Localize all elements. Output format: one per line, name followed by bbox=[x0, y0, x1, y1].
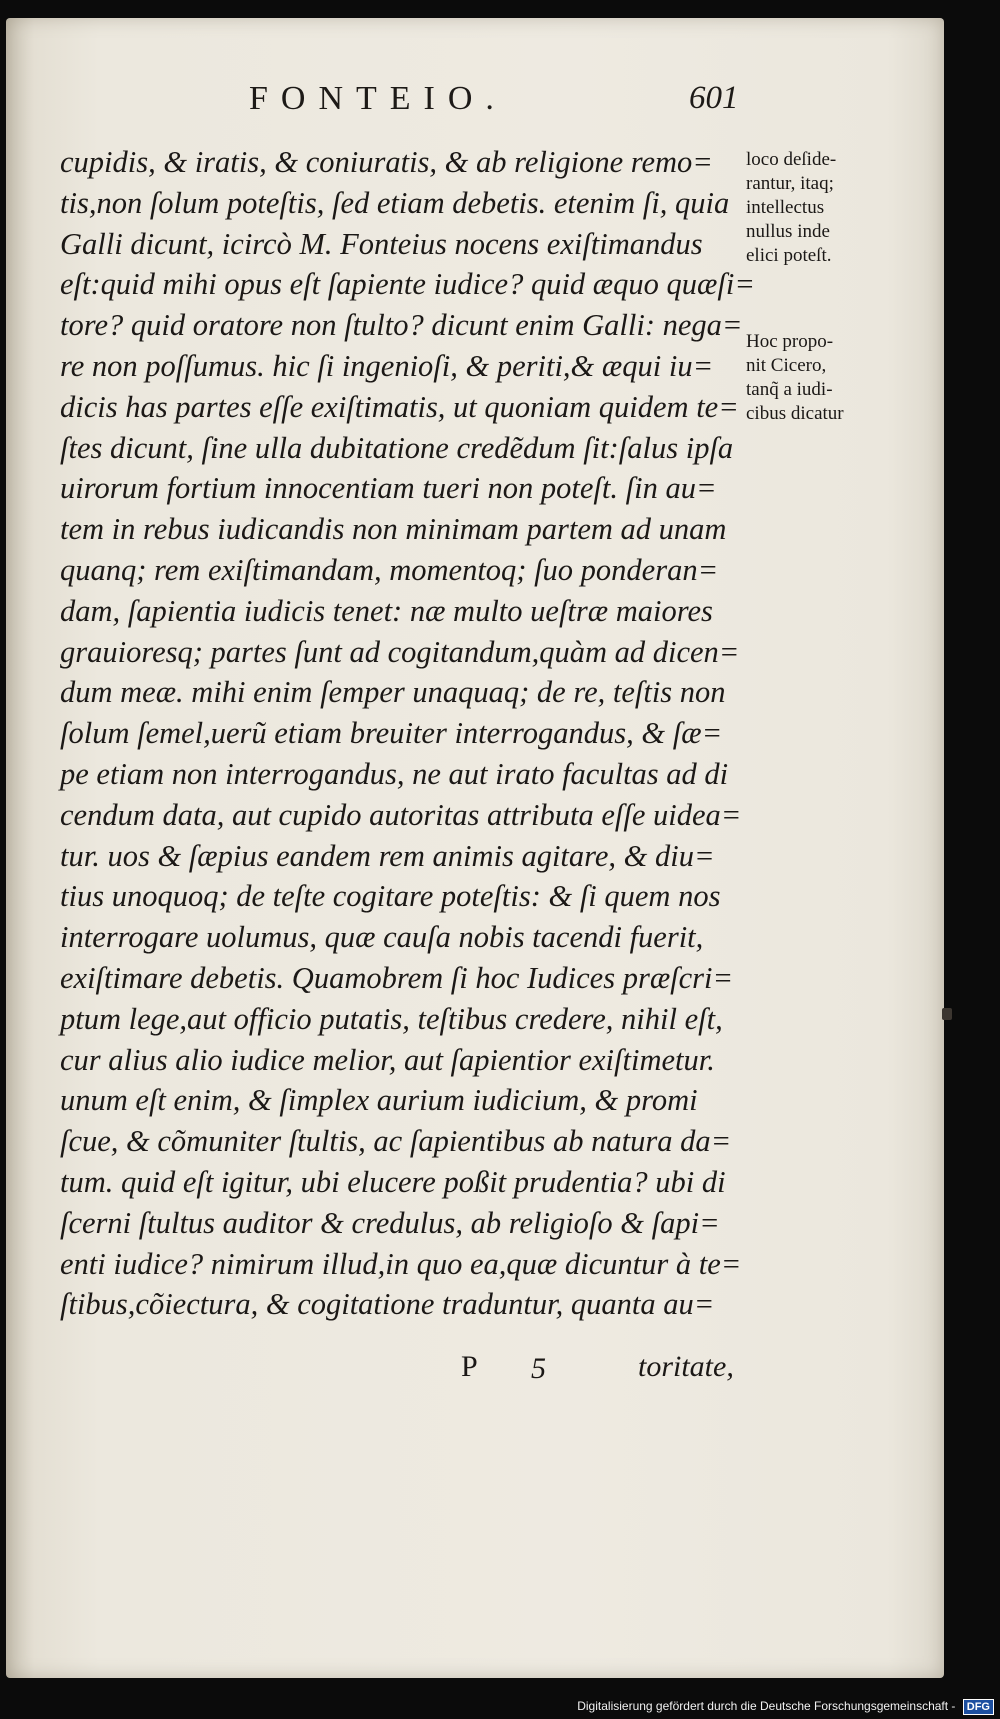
credit-text: Digitalisierung gefördert durch die Deutsche Forschungsgemeinschaft - bbox=[577, 1699, 956, 1714]
text-line: cendum data, aut cupido autoritas attributa eſſe uidea= bbox=[60, 797, 742, 832]
running-head: FONTEIO. bbox=[249, 80, 507, 117]
margin-note-line: tanq̃ a iudi- bbox=[746, 379, 833, 400]
margin-note-line: nit Cicero, bbox=[746, 355, 827, 376]
margin-note-line: rantur, itaq; bbox=[746, 173, 834, 194]
text-line: quanq; rem exiſtimandam, momentoq; ſuo ponderan= bbox=[60, 552, 719, 587]
margin-note-line: loco deſide- bbox=[746, 149, 837, 170]
signature-number: 5 bbox=[531, 1352, 546, 1385]
text-line: uirorum fortium innocentiam tueri non poteſt. ſin au= bbox=[60, 471, 717, 506]
text-line: ſolum ſemel,uerũ etiam breuiter interrogandus, & ſæ= bbox=[60, 716, 723, 751]
margin-note-line: intellectus bbox=[746, 197, 825, 218]
text-line: ptum lege,aut officio putatis, teſtibus credere, nihil eſt, bbox=[60, 1001, 723, 1036]
text-line: exiſtimare debetis. Quamobrem ſi hoc Iudices præſcri= bbox=[60, 960, 734, 995]
text-line: re non poſſumus. hic ſi ingenioſi, & periti,& æqui iu= bbox=[60, 348, 714, 383]
text-line: dam, ſapientia iudicis tenet: næ multo ueſtræ maiores bbox=[60, 593, 713, 628]
text-line: eſt:quid mihi opus eſt ſapiente iudice? quid æquo quæſi= bbox=[60, 267, 755, 302]
text-line: ſcue, & cõmuniter ſtultis, ac ſapientibus ab natura da= bbox=[60, 1124, 732, 1159]
main-text-block bbox=[60, 142, 755, 1325]
dfg-logo: DFG bbox=[963, 1699, 994, 1715]
margin-note-line: cibus dicatur bbox=[746, 403, 844, 424]
text-line: cur alius alio iudice melior, aut ſapientior exiſtimetur. bbox=[60, 1042, 715, 1077]
text-line: tis,non ſolum poteſtis, ſed etiam debetis. etenim ſi, quia bbox=[60, 185, 730, 220]
margin-note-line: nullus inde bbox=[746, 221, 830, 242]
page-footer bbox=[6, 1350, 944, 1394]
book-page bbox=[6, 18, 944, 1678]
margin-note-line: Hoc propo- bbox=[746, 331, 834, 352]
signature-mark: P bbox=[461, 1350, 478, 1383]
margin-note-1 bbox=[746, 148, 936, 268]
margin-note-2 bbox=[746, 330, 936, 426]
text-line: tum. quid eſt igitur, ubi elucere poßit prudentia? ubi di bbox=[60, 1164, 726, 1199]
page-header bbox=[6, 80, 944, 128]
text-line: ſtibus,cõiectura, & cogitatione traduntur, quanta au= bbox=[60, 1287, 715, 1322]
text-line: tore? quid oratore non ſtulto? dicunt enim Galli: nega= bbox=[60, 308, 743, 343]
margin-note-line: elici poteſt. bbox=[746, 245, 832, 266]
catchword: toritate, bbox=[638, 1350, 734, 1383]
text-line: dicis has partes eſſe exiſtimatis, ut quoniam quidem te= bbox=[60, 389, 739, 424]
text-line: enti iudice? nimirum illud,in quo ea,quæ dicuntur à te= bbox=[60, 1246, 742, 1281]
text-line: ſcerni ſtultus auditor & credulus, ab religioſo & ſapi= bbox=[60, 1205, 720, 1240]
text-line: Galli dicunt, icircò M. Fonteius nocens exiſtimandus bbox=[60, 226, 703, 261]
text-line: tur. uos & ſæpius eandem rem animis agitare, & diu= bbox=[60, 838, 715, 873]
text-line: tius unoquoq; de teſte cogitare poteſtis: & ſi quem nos bbox=[60, 879, 721, 914]
text-line: unum eſt enim, & ſimplex aurium iudicium, & promi bbox=[60, 1083, 698, 1118]
page-number: 601 bbox=[689, 80, 739, 116]
text-line: tem in rebus iudicandis non minimam partem ad unam bbox=[60, 512, 727, 547]
text-line: pe etiam non interrogandus, ne aut irato facultas ad di bbox=[60, 756, 729, 791]
text-line: cupidis, & iratis, & coniuratis, & ab religione remo= bbox=[60, 145, 713, 179]
binding-mark bbox=[942, 1008, 952, 1020]
text-line: ſtes dicunt, ſine ulla dubitatione credẽdum ſit:ſalus ipſa bbox=[60, 430, 734, 465]
text-line: interrogare uolumus, quæ cauſa nobis tacendi fuerit, bbox=[60, 920, 704, 955]
text-line: grauioresq; partes ſunt ad cogitandum,quàm ad dicen= bbox=[60, 634, 740, 669]
digitization-credit bbox=[577, 1699, 994, 1715]
text-line: dum meæ. mihi enim ſemper unaquaq; de re, teſtis non bbox=[60, 675, 726, 710]
